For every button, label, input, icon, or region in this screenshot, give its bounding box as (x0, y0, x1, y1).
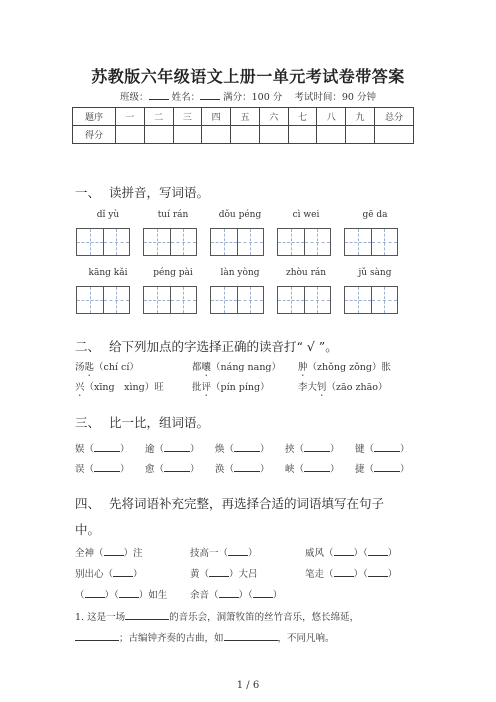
char: 娱 (75, 444, 85, 455)
dotted-char: 囔 (201, 362, 212, 373)
answer-blank[interactable] (234, 441, 260, 452)
header-cell: 九 (346, 108, 375, 126)
score-cell[interactable] (173, 126, 202, 144)
writing-grid[interactable] (344, 228, 398, 256)
text-part: 黄（ (190, 569, 210, 580)
answer-blank[interactable] (164, 461, 190, 472)
row-label: 得分 (73, 126, 116, 144)
text-part: ）（ (353, 569, 368, 580)
exam-time: 考试时间：90 分钟 (294, 92, 376, 103)
section1-title: 读拼音，写词语。 (109, 185, 210, 200)
section4-num: 四、 (75, 496, 101, 511)
char: 挟 (285, 444, 295, 455)
text-part: ）（ (104, 590, 119, 601)
answer-blank[interactable] (334, 545, 354, 556)
answer-blank[interactable] (304, 461, 330, 472)
section3-title: 比一比，组词语。 (109, 415, 210, 430)
answer-blank[interactable] (374, 461, 400, 472)
section4-heading (75, 494, 384, 512)
answer-blank[interactable] (228, 545, 248, 556)
compare-item: 娱（ ） (75, 441, 130, 455)
section3-heading (75, 413, 209, 431)
pinyin: gē da (362, 210, 388, 220)
text-part: （ (75, 590, 85, 601)
reading-choice (192, 359, 281, 379)
text-part: ） (272, 590, 283, 601)
section2-num: 二、 (75, 339, 101, 354)
header-cell: 三 (173, 108, 202, 126)
section4-title: 先将词语补充完整，再选择合适的词语填写在句子 (109, 496, 385, 511)
reading-choice (298, 359, 391, 379)
dotted-char: 钊 (317, 382, 327, 393)
word-part: 汤 (75, 362, 85, 373)
answer-blank[interactable] (368, 566, 388, 577)
writing-grid[interactable] (210, 228, 264, 256)
text-part: 全神（ (75, 548, 104, 559)
compare-item: 焕（ ） (215, 441, 270, 455)
text-part: ）（ (353, 548, 368, 559)
section4-title-cont: 中。 (75, 522, 101, 537)
char: 捷 (355, 464, 365, 475)
word-part: 李大 (298, 382, 318, 393)
answer-blank[interactable] (374, 441, 400, 452)
text-part: ）大吕 (229, 569, 258, 580)
section1-heading (75, 183, 209, 201)
idiom-item (190, 545, 258, 559)
text-part: 威风（ (305, 548, 334, 559)
writing-grid[interactable] (143, 228, 197, 256)
compare-item: 愈（ ） (145, 461, 200, 475)
dotted-char: 匙 (84, 362, 95, 373)
compare-item: 键（ ） (355, 441, 410, 455)
score-table-row (73, 126, 414, 144)
char: 愈 (145, 464, 155, 475)
header-cell: 六 (259, 108, 288, 126)
compare-item: 捷（ ） (355, 461, 410, 475)
text-part: ） (387, 548, 398, 559)
score-cell[interactable] (346, 126, 375, 144)
idiom-item (305, 566, 397, 580)
score-cell[interactable] (375, 126, 414, 144)
pinyin: péng pài (153, 268, 193, 278)
char: 键 (355, 444, 365, 455)
reading-choice (192, 379, 270, 399)
compare-item: 挟（ ） (285, 441, 340, 455)
pinyin: làn yòng (220, 268, 260, 278)
score-cell[interactable] (317, 126, 346, 144)
reading-choice (75, 359, 139, 379)
char: 涣 (215, 464, 225, 475)
answer-blank[interactable] (368, 545, 388, 556)
answer-blank[interactable] (164, 441, 190, 452)
text-part: ） (248, 548, 258, 559)
score-table (72, 107, 414, 144)
pinyin: dǐ yù (96, 210, 120, 220)
score-cell[interactable] (202, 126, 231, 144)
class-label: 班级： (120, 92, 149, 103)
char: 峡 (285, 464, 295, 475)
text-part: 的音乐会，洞箫牧笛的丝竹音乐，悠长绵延， (169, 612, 360, 623)
header-cell: 五 (231, 108, 260, 126)
text-part: 别出心（ (75, 569, 114, 580)
section2-heading (75, 337, 338, 355)
answer-blank[interactable] (224, 630, 278, 641)
header-cell: 题序 (73, 108, 116, 126)
section3-num: 三、 (75, 415, 101, 430)
pinyin-options[interactable]: （náng nang） (211, 362, 282, 373)
text-part: 技高一（ (190, 548, 229, 559)
dotted-char: 评 (201, 382, 212, 393)
writing-grid[interactable] (344, 286, 398, 314)
header-cell: 二 (144, 108, 173, 126)
text-part: 笔走（ (305, 569, 334, 580)
pinyin: tuí rán (157, 210, 189, 220)
word-part: 都 (192, 362, 202, 373)
question-1-cont (75, 630, 335, 644)
answer-blank[interactable] (119, 587, 139, 598)
text-part: ；古编钟齐奏的古曲，如 (119, 633, 224, 644)
page-number: 1 / 6 (236, 680, 260, 691)
section2-title: 给下列加点的字选择正确的读音打“ √ ”。 (109, 339, 338, 354)
answer-blank[interactable] (113, 566, 133, 577)
compare-item: 涣（ ） (215, 461, 270, 475)
char: 逾 (145, 444, 155, 455)
question-1 (75, 609, 359, 623)
answer-blank[interactable] (253, 587, 273, 598)
writing-grid[interactable] (76, 228, 130, 256)
class-blank (149, 90, 169, 100)
idiom-item (75, 566, 143, 580)
header-cell: 八 (317, 108, 346, 126)
compare-item: 逾（ ） (145, 441, 200, 455)
pinyin: jǔ sàng (358, 268, 392, 278)
header-cell: 一 (116, 108, 145, 126)
pinyin: dǒu péng (218, 210, 262, 220)
answer-blank[interactable] (94, 461, 120, 472)
text-part: ）（ (238, 590, 253, 601)
compare-item: 峡（ ） (285, 461, 340, 475)
pinyin-options[interactable]: （pín píng） (211, 382, 270, 393)
text-part: ）如生 (138, 590, 168, 601)
dotted-char: 肿 (298, 362, 308, 373)
pinyin: zhòu rán (285, 268, 327, 278)
answer-blank[interactable] (304, 441, 330, 452)
answer-blank[interactable] (75, 630, 119, 641)
answer-blank[interactable] (104, 545, 124, 556)
header-cell: 七 (288, 108, 317, 126)
writing-grid[interactable] (277, 228, 331, 256)
text-part: ，不同凡响。 (277, 633, 335, 644)
pinyin-options[interactable]: （chí cí） (94, 362, 139, 373)
idiom-item (190, 587, 282, 601)
writing-grid[interactable] (210, 286, 264, 314)
score-cell[interactable] (144, 126, 173, 144)
compare-item: 误（ ） (75, 461, 130, 475)
char: 误 (75, 464, 85, 475)
idiom-item (190, 566, 258, 580)
section1-num: 一、 (75, 185, 101, 200)
pinyin-options[interactable]: （zāo zhāo） (326, 382, 388, 393)
pinyin: cì wei (292, 210, 320, 220)
idiom-item (75, 545, 143, 559)
reading-choice (75, 379, 164, 399)
answer-blank[interactable] (85, 587, 105, 598)
writing-grid[interactable] (277, 286, 331, 314)
pinyin-options[interactable]: （zhǒng zǒng）胀 (307, 362, 392, 373)
name-blank (200, 90, 220, 100)
idiom-item (305, 545, 397, 559)
answer-blank[interactable] (334, 566, 354, 577)
header-cell: 总分 (375, 108, 414, 126)
pinyin: kāng kǎi (88, 268, 128, 278)
score-total: 满分：100 分 (223, 92, 283, 103)
answer-blank[interactable] (94, 441, 120, 452)
idiom-item (75, 587, 167, 601)
name-label: 姓名： (171, 92, 201, 103)
answer-blank[interactable] (209, 566, 229, 577)
score-table-header (73, 108, 414, 126)
reading-choice (298, 379, 387, 399)
text-part: ）注 (123, 548, 143, 559)
answer-blank[interactable] (234, 461, 260, 472)
text-part: ） (387, 569, 398, 580)
score-cell[interactable] (116, 126, 145, 144)
pinyin-options[interactable]: （xīng xìng）旺 (84, 382, 164, 393)
header-cell: 四 (202, 108, 231, 126)
answer-blank[interactable] (219, 587, 239, 598)
score-cell[interactable] (231, 126, 260, 144)
dotted-char: 兴 (75, 382, 85, 393)
text-part: 1. 这是一场 (75, 612, 126, 623)
char: 焕 (215, 444, 225, 455)
score-cell[interactable] (288, 126, 317, 144)
exam-info (0, 89, 496, 103)
writing-grid[interactable] (143, 286, 197, 314)
text-part: ） (133, 569, 143, 580)
word-part: 批 (192, 382, 202, 393)
page-title: 苏教版六年级语文上册一单元考试卷带答案 (91, 67, 405, 86)
writing-grid[interactable] (76, 286, 130, 314)
score-cell[interactable] (259, 126, 288, 144)
answer-blank[interactable] (125, 609, 169, 620)
text-part: 余音（ (190, 590, 219, 601)
